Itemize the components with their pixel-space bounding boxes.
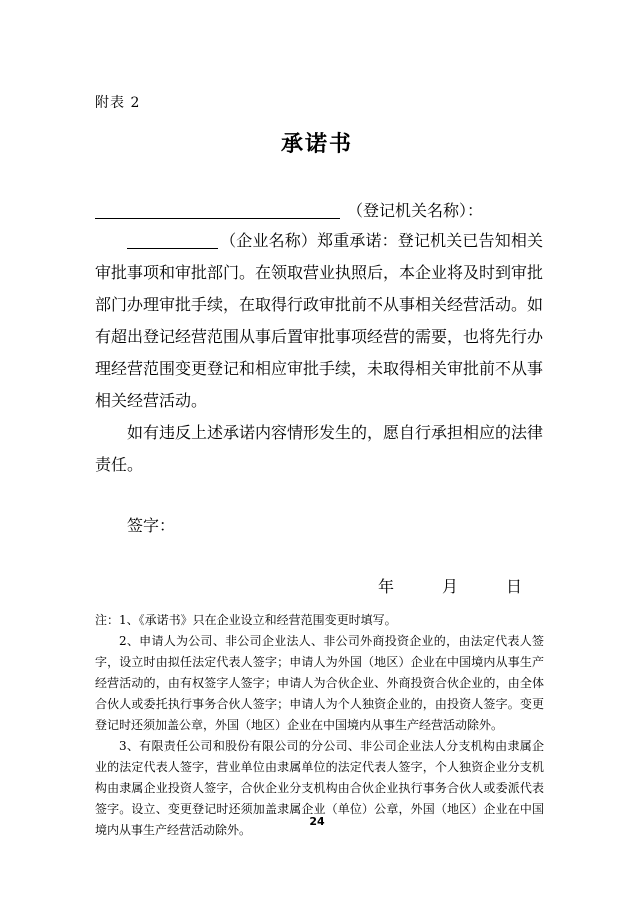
body-paragraph-commitment [95, 225, 543, 417]
date-day-label: 日 [505, 577, 522, 596]
note-item-2: 2、申请人为公司、非公司企业法人、非公司外商投资企业的，由法定代表人签字，设立时由拟任法定代表人签字；申请人为外国（地区）企业在中国境内从事生产经营活动的，由有权签字人签字；申请人为合伙企业、外商投资合伙企业的，由全体合伙人或委托执行事务合伙人签字；申请人为个人独资企业的，由投资人签字。变更登记时还须加盖公章，外国（地区）企业在中国境内从事生产经营活动除外。 [95, 634, 544, 732]
company-name-blank[interactable] [127, 232, 218, 249]
recipient-line-label: （登记机关名称）： [347, 201, 484, 220]
notes-section [95, 610, 544, 841]
body-paragraph-liability [95, 417, 543, 481]
date-month-label: 月 [441, 577, 458, 596]
note-item-3: 3、有限责任公司和股份有限公司的分公司、非公司企业法人分支机构由隶属企业的法定代表人签字，营业单位由隶属单位的法定代表人签字，个人独资企业分支机构由隶属企业投资人签字，合伙企业分支机构由合伙企业执行事务合伙人或委派代表签字。设立、变更登记时还须加盖隶属企业（单位）公章，外国（地区）企业在中国境内从事生产经营活动除外。 [95, 739, 544, 837]
signature-label: 签字： [127, 516, 176, 535]
note-item-1: 注：1、《承诺书》只在企业设立和经营范围变更时填写。 [95, 613, 397, 627]
liability-text: 如有违反上述承诺内容情形发生的，愿自行承担相应的法律责任。 [95, 423, 544, 474]
appendix-label: 附表 2 [95, 95, 141, 111]
date-year-label: 年 [377, 577, 394, 596]
recipient-line [95, 198, 483, 221]
company-name-label: （企业名称）郑重承诺： [220, 231, 398, 250]
document-title: 承诺书 [280, 131, 353, 157]
commitment-text: 登记机关已告知相关审批事项和审批部门。在领取营业执照后，本企业将及时到审批部门办理审批手续，在取得行政审批前不从事相关经营活动。如有超出登记经营范围从事后置审批事项经营的需要，也将先行办理经营范围变更登记和相应审批手续，未取得相关审批前不从事相关经营活动。 [95, 231, 544, 410]
page-number: 24 [309, 815, 325, 828]
date-line [0, 574, 634, 597]
registration-authority-blank[interactable] [95, 202, 340, 219]
body-text [95, 225, 543, 481]
